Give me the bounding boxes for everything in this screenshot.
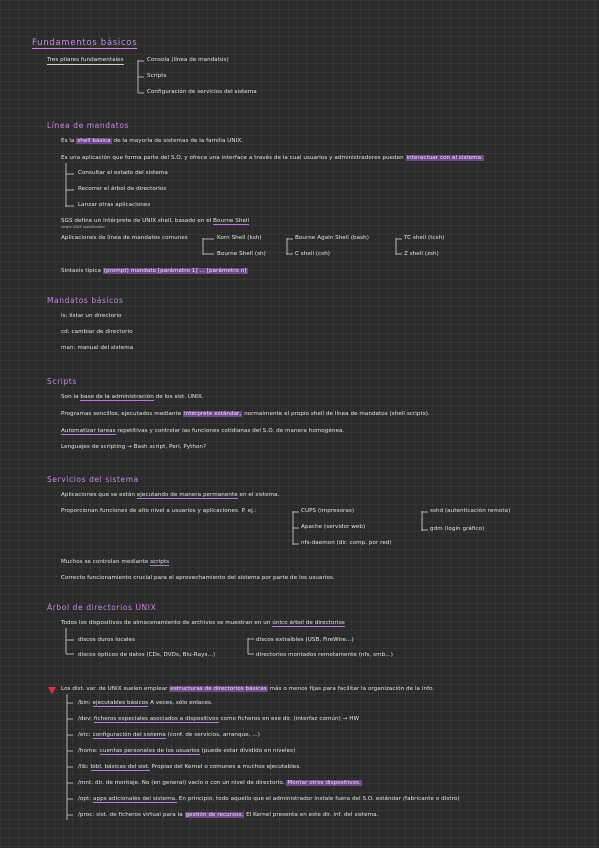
usage-item: Consultar el estado del sistema xyxy=(78,170,168,176)
shell-name: Korn Shell (ksh) xyxy=(217,235,262,241)
storage-item: discos extraíbles (USB, FireWire...) xyxy=(256,637,354,643)
text-line: SGS define un intérprete de UNIX shell, basado en el Bourne Shell xyxy=(61,218,250,224)
dir-entry: /dev: ficheros especiales asociados a dispositivos como ficheros en ese dir. (interfaz común) → HW xyxy=(78,716,360,722)
pillar-item: Scripts xyxy=(147,73,167,79)
service-item: nfs-daemon (dir. comp. por red) xyxy=(301,540,392,546)
dirs-bracket xyxy=(64,694,76,824)
pillars-lead: Tres pilares fundamentales xyxy=(47,57,124,63)
command-item: ls: listar un directorio xyxy=(61,313,122,319)
section-heading: Línea de mandatos xyxy=(47,121,130,130)
annotation: single UNIX specification xyxy=(61,225,106,229)
underlined: ejecutando de manera permanente xyxy=(136,492,238,498)
usage-item: Lanzar otras aplicaciones xyxy=(78,202,151,208)
dir-entry: /proc: sist. de ficheros virtual para la gestión de recursos. El Kernel presenta en este dir. inf. del sistema. xyxy=(78,812,379,818)
dir-entry: /lib: bibl. básicas del sist. Propias del Kernel o comunes a muchos ejecutables. xyxy=(78,764,302,770)
text-line: Los dist. var. de UNIX suelen emplear estructuras de directorios básicas más o menos fijas para facilitar la organización de la info. xyxy=(61,686,435,692)
command-item: cd: cambiar de directorio xyxy=(61,329,133,335)
command-item: man: manual del sistema xyxy=(61,345,134,351)
storage-item: discos duros locales xyxy=(78,637,135,643)
shell-name: C shell (csh) xyxy=(295,251,331,257)
text-line: Proporcionan funciones de alto nivel a usuarios y aplicaciones. P. ej.: xyxy=(61,508,257,514)
dir-entry: /bin: ejecutables básicos A veces, sólo enlaces. xyxy=(78,700,213,706)
pillars-bracket xyxy=(135,60,145,96)
section-heading: Árbol de directorios UNIX xyxy=(47,603,157,612)
underlined: base de la administración xyxy=(80,394,154,400)
text-line: Todos los dispositivos de almacenamiento de archivos se muestran en un único árbol de directorios xyxy=(61,620,345,626)
text-line: Es una aplicación que forma parte del S.O. y ofrece una interface a través de la cual usuarios y administradores pueden interactuar con el sistema. xyxy=(61,155,483,161)
text-line: Correcto funcionamiento crucial para el aprovechamiento del sistema por parte de los usuarios. xyxy=(61,575,335,581)
underlined: scripts xyxy=(150,559,170,565)
pillar-item: Configuración de servicios del sistema xyxy=(147,89,257,95)
section-heading: Mandatos básicos xyxy=(47,296,124,305)
shell-name: Bourne Again Shell (bash) xyxy=(295,235,369,241)
highlight: (prompt) mandato [parámetro 1] ... [parámetro n] xyxy=(103,268,247,274)
highlight: interactuar con el sistema. xyxy=(406,155,483,161)
service-item: Apache (servidor web) xyxy=(301,524,366,530)
pillar-item: Consola (línea de mandatos) xyxy=(147,57,229,63)
underlined: Bourne Shell xyxy=(213,218,250,224)
text-line: Aplicaciones de línea de mandatos comunes xyxy=(61,235,188,241)
text-line: Automatizar tareas repetitivas y controlar las funciones cotidianas del S.O. de manera homogénea. xyxy=(61,428,345,434)
dir-entry: /etc: configuración del sistema (conf. de servicios, arranque, ...) xyxy=(78,732,261,738)
text-line: Son la base de la administración de los sist. UNIX. xyxy=(61,394,204,400)
shell-name: TC shell (tcsh) xyxy=(404,235,445,241)
shell-name: Bourne Shell (sh) xyxy=(217,251,266,257)
service-item: CUPS (impresoras) xyxy=(301,508,355,514)
dir-entry: /opt: apps adicionales del sistema. En principio, todo aquello que el administrador instale fuera del S.O. estándar (fabricante o distro) xyxy=(78,796,460,802)
text-line: Muchos se controlan mediante scripts xyxy=(61,559,170,565)
highlight: shell básica xyxy=(77,138,111,144)
dir-entry: /mnt: dir. de montaje. No (en general) vacío o con un nivel de directorio. Montar otros dispositivos. xyxy=(78,780,361,786)
text-line: Es la shell básica de la mayoría de sistemas de la familia UNIX. xyxy=(61,138,244,144)
page-title: Fundamentos básicos xyxy=(32,38,138,48)
usage-item: Recorrer el árbol de directorios xyxy=(78,186,167,192)
shell-name: Z shell (zsh) xyxy=(404,251,439,257)
text-line: Aplicaciones que se están ejecutando de manera permanente en el sistema. xyxy=(61,492,280,498)
warning-icon xyxy=(48,687,56,694)
usage-bracket xyxy=(62,163,76,211)
text-line: Lenguajes de scripting → Bash script, Perl, Python? xyxy=(61,444,207,450)
underlined: único árbol de directorios xyxy=(272,620,345,626)
storage-item: directorios montados remotamente (nfs, smb...) xyxy=(256,652,393,658)
service-item: gdm (login gráfico) xyxy=(430,526,485,532)
highlight: estructuras de directorios básicas xyxy=(170,686,267,692)
text-line: Programas sencillos, ejecutados mediante intérprete estándar, normalmente el propio shell de línea de mandatos (shell scripts). xyxy=(61,411,430,417)
dir-entry: /home: cuentas personales de los usuarios (puede estar dividido en niveles) xyxy=(78,748,296,754)
storage-item: discos ópticos de datos (CDs, DVDs, Blu-Rays...) xyxy=(78,652,216,658)
underlined: Automatizar tareas xyxy=(61,428,116,434)
section-heading: Scripts xyxy=(47,377,77,386)
service-item: sshd (autenticación remota) xyxy=(430,508,511,514)
highlight: intérprete estándar, xyxy=(184,411,242,417)
section-heading: Servicios del sistema xyxy=(47,475,139,484)
text-line: Sintaxis típica (prompt) mandato [parámetro 1] ... [parámetro n] xyxy=(61,268,247,274)
